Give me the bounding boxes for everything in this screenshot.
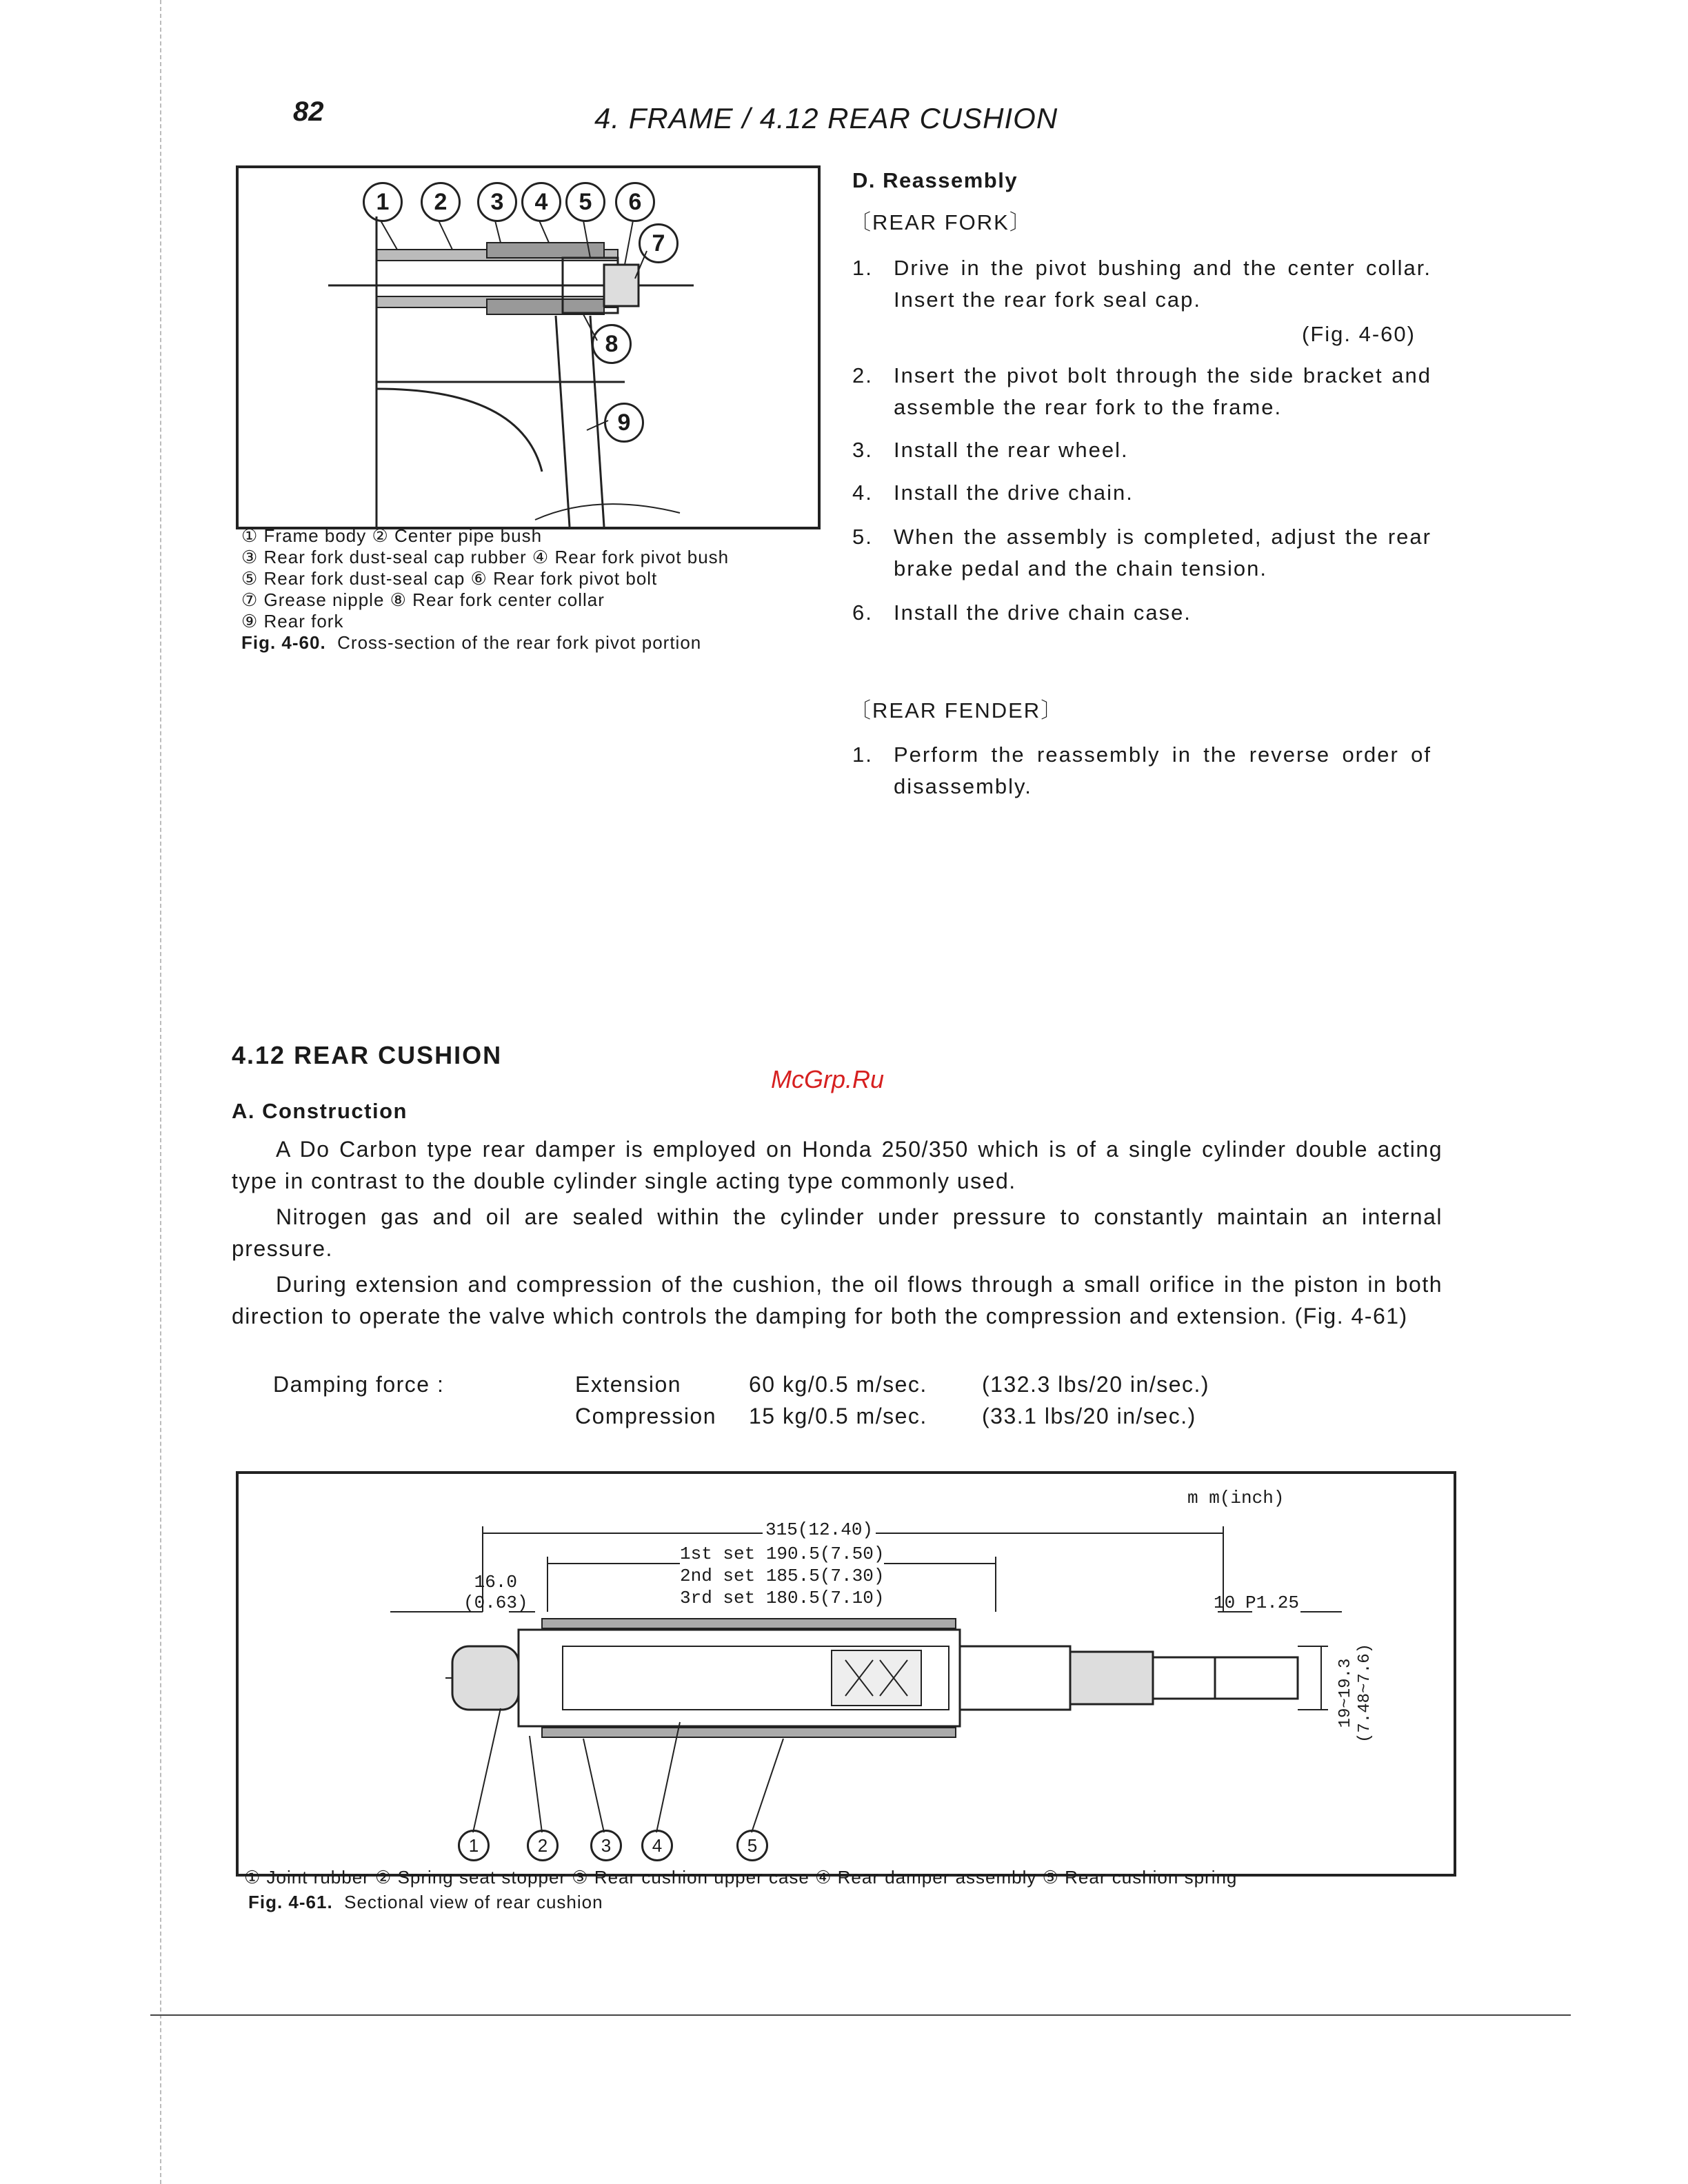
figure-4-61-caption (248, 1892, 603, 1913)
damping-imperial: (33.1 lbs/20 in/sec.) (982, 1404, 1196, 1428)
running-header-title: 4. FRAME / 4.12 REAR CUSHION (594, 102, 1058, 134)
callout-5: 5 (736, 1830, 768, 1861)
step-text: Drive in the pivot bushing and the center collar. Insert the rear fork seal cap. (894, 256, 1431, 312)
step-number: 1. (852, 256, 873, 280)
caption-label: Fig. 4-60. (241, 632, 326, 653)
step-number: 5. (852, 525, 873, 549)
callout-5: 5 (565, 182, 605, 222)
watermark: McGrp.Ru (771, 1065, 885, 1093)
paragraph: Nitrogen gas and oil are sealed within the cylinder under pressure to constantly maintain an internal pressure. (232, 1204, 1443, 1261)
step-number: 6. (852, 600, 873, 625)
callout-4: 4 (521, 182, 561, 222)
unit-label: m m(inch) (1187, 1488, 1285, 1508)
caption-text: Sectional view of rear cushion (344, 1892, 603, 1912)
step-text: Install the drive chain. (894, 481, 1134, 505)
step-text: Insert the pivot bolt through the side bracket and assemble the rear fork to the frame. (894, 363, 1431, 419)
damping-metric: 60 kg/0.5 m/sec. (749, 1372, 927, 1397)
caption-label: Fig. 4-61. (248, 1892, 333, 1912)
step-number: 4. (852, 481, 873, 505)
figure-caption (241, 632, 821, 654)
dim-vert-inch: (7.48~7.6) (1356, 1643, 1374, 1743)
dim-left-value: 16.0 (474, 1572, 518, 1593)
step-number: 1. (852, 742, 873, 767)
step-number: 2. (852, 363, 873, 387)
legend-line: ① Frame body ② Center pipe bush (241, 525, 543, 546)
legend-line: ⑤ Rear fork dust-seal cap ⑥ Rear fork pivot bolt (241, 568, 658, 589)
callout-8: 8 (592, 324, 632, 364)
callout-1: 1 (363, 182, 403, 222)
dim-sets (680, 1543, 884, 1609)
step-number: 3. (852, 438, 873, 462)
dim-left-inch: (0.63) (463, 1593, 528, 1613)
dim-set-3: 3rd set 180.5(7.10) (680, 1588, 885, 1608)
step-text: Install the rear wheel. (894, 438, 1129, 462)
rear-fender-label: 〔REAR FENDER〕 (850, 698, 1064, 722)
rear-fork-label: 〔REAR FORK〕 (850, 210, 1032, 234)
step-text: Perform the reassembly in the reverse order of disassembly. (894, 742, 1431, 798)
damping-metric: 15 kg/0.5 m/sec. (749, 1404, 927, 1428)
figure-4-61-frame (236, 1471, 1456, 1877)
dim-thread-pitch: P1.25 (1245, 1593, 1300, 1613)
step-text: Install the drive chain case. (894, 600, 1192, 625)
legend-line: ③ Rear fork dust-seal cap rubber ④ Rear fork pivot bush (241, 547, 730, 567)
damping-imperial: (132.3 lbs/20 in/sec.) (982, 1372, 1210, 1397)
legend-line: ① Joint rubber ② Spring seat stopper ③ Rear cushion upper case ④ Rear damper assembly ⑤ Rear cushion spring (244, 1867, 1238, 1888)
scan-left-margin-line (160, 0, 162, 2184)
damping-label: Damping force : (273, 1372, 445, 1397)
section-title: 4.12 REAR CUSHION (232, 1041, 503, 1069)
dim-vertical (1336, 1624, 1375, 1762)
damping-name: Compression (575, 1404, 717, 1428)
callout-3: 3 (590, 1830, 622, 1861)
dim-left (463, 1572, 528, 1613)
legend-line: ⑨ Rear fork (241, 611, 344, 631)
callout-6: 6 (615, 182, 655, 222)
figure-4-60-frame (236, 165, 821, 529)
callout-3: 3 (477, 182, 517, 222)
dim-set-1: 1st set 190.5(7.50) (680, 1544, 885, 1564)
dim-vert-value: 19~19.3 (1336, 1658, 1355, 1728)
subsection-heading: A. Construction (232, 1099, 408, 1123)
dim-thread-len: 10 (1214, 1593, 1236, 1613)
page-number: 82 (293, 97, 324, 127)
fig-reference: (Fig. 4-60) (1302, 322, 1416, 346)
paragraph: During extension and compression of the cushion, the oil flows through a small orifice in the piston in both direction to operate the valve which controls the damping for both the compression and extension. (Fig. 4-61) (232, 1272, 1443, 1328)
callout-2: 2 (527, 1830, 559, 1861)
callout-1: 1 (458, 1830, 490, 1861)
paragraph: A Do Carbon type rear damper is employed on Honda 250/350 which is of a single cylinder double acting type in contrast to the double cylinder single acting type commonly used. (232, 1137, 1443, 1193)
callout-7: 7 (639, 223, 679, 263)
callout-4: 4 (641, 1830, 673, 1861)
construction-body (232, 1133, 1443, 1336)
step-text: When the assembly is completed, adjust the rear brake pedal and the chain tension. (894, 525, 1431, 580)
reassembly-heading: D. Reassembly (852, 168, 1018, 192)
callout-2: 2 (421, 182, 461, 222)
damping-name: Extension (575, 1372, 682, 1397)
legend-line: ⑦ Grease nipple ⑧ Rear fork center collar (241, 589, 605, 610)
figure-4-61-legend (244, 1867, 1458, 1888)
figure-4-60-legend (241, 525, 821, 654)
dim-set-2: 2nd set 185.5(7.30) (680, 1566, 885, 1586)
caption-text: Cross-section of the rear fork pivot portion (337, 632, 702, 653)
callout-9: 9 (604, 403, 644, 443)
dim-total: 315(12.40) (763, 1519, 876, 1540)
